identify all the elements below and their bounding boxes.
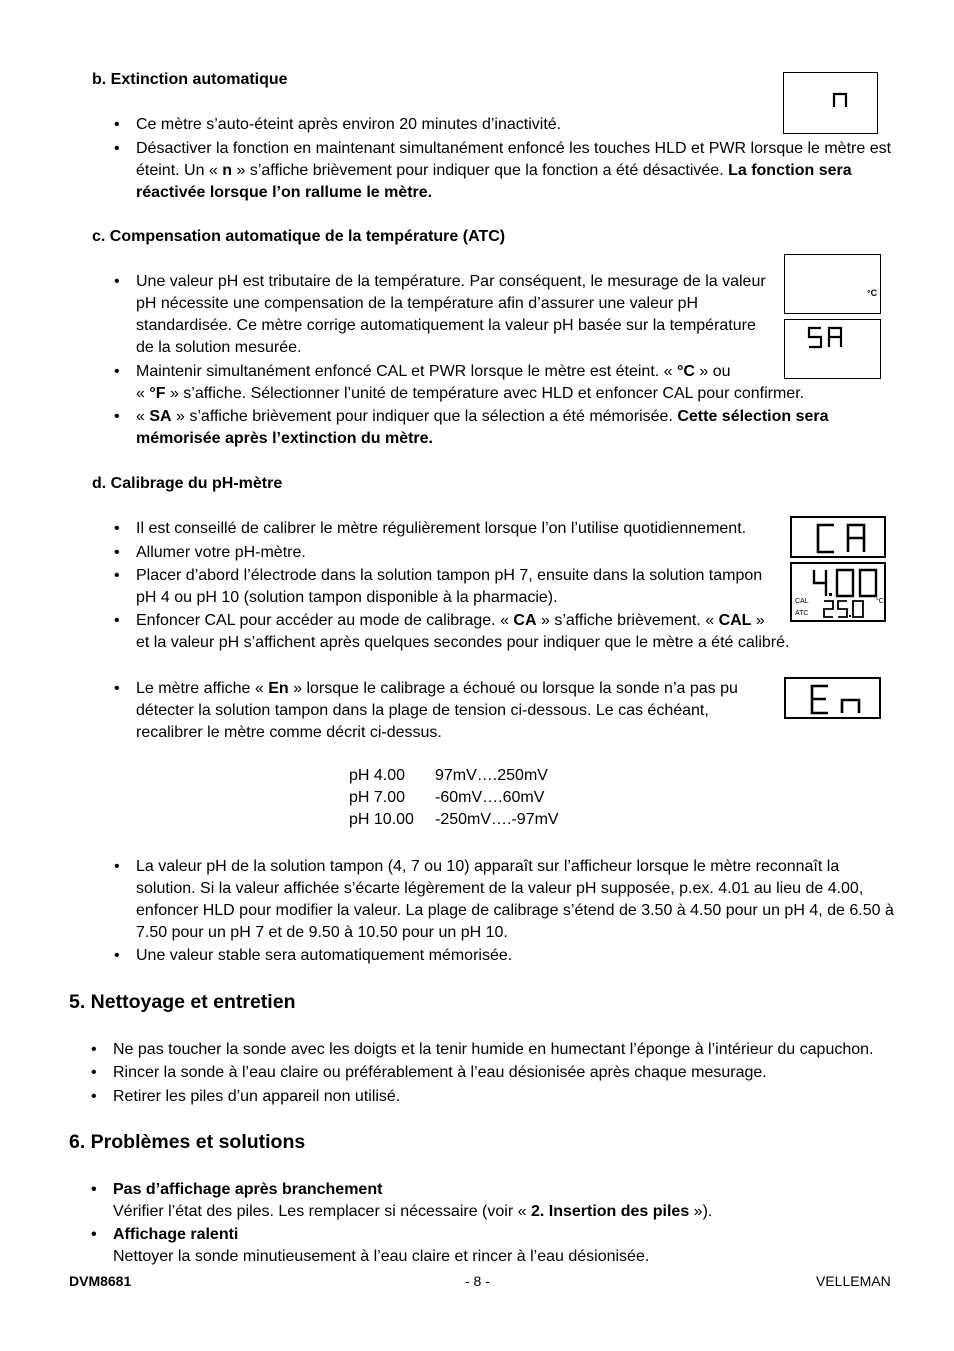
list-item: • Allumer votre pH-mètre. [114, 544, 306, 561]
list-item: • Enfoncer CAL pour accéder au mode de calibrage. « CA » s’affiche brièvement. « CAL » et la valeur pH s’affichent après quelques secondes pour indiquer que le mètre a été calibré. [114, 612, 790, 651]
lcd-display-ca [790, 516, 886, 558]
list-item: • Rincer la sonde à l’eau claire ou préférablement à l’eau désionisée après chaque mesurage. [91, 1064, 767, 1081]
list-item: • La valeur pH de la solution tampon (4, 7 ou 10) apparaît sur l’afficheur lorsque le mètre reconnaît la solution. Si la valeur affichée s’écarte légèrement de la valeur pH supposée, p.ex. 4.01 au lieu de 4.00, enfoncer HLD pour modifier la valeur. La plage de calibrage s’étend de 3.50 à 4.50 pour un pH 4, de 6.50 à 7.50 pour un pH 7 et de 9.50 à 10.50 pour un pH 10. [114, 858, 894, 941]
list-item: • Pas d’affichage après branchement Vérifier l’état des piles. Les remplacer si nécessaire (voir « 2. Insertion des piles »). [91, 1181, 713, 1220]
lcd-display-unit [784, 254, 881, 314]
lcd-display-calibration [790, 562, 886, 622]
lcd-ca-glyph [792, 518, 888, 560]
list-item: • Ne pas toucher la sonde avec les doigts et la tenir humide en humectant l’éponge à l’intérieur du capuchon. [91, 1041, 874, 1058]
list-item: • Maintenir simultanément enfoncé CAL et PWR lorsque le mètre est éteint. « °C » ou « °F » s’affiche. Sélectionner l’unité de température avec HLD et enfoncer CAL pour confirmer. [114, 363, 805, 402]
list-item: • Désactiver la fonction en maintenant simultanément enfoncé les touches HLD et PWR lorsque le mètre est éteint. Un « n » s’affiche brièvement pour indiquer que la fonction a été désactivée. La fonction sera réactivée lorsque l’on rallume le mètre. [114, 140, 892, 201]
list-item: • « SA » s’affiche brièvement pour indiquer que la sélection a été mémorisée. Cette sélection sera mémorisée après l’extinction du mètre. [114, 408, 829, 447]
section-c-title: c. Compensation automatique de la température (ATC) [92, 228, 506, 245]
lcd-unit-label: °C [876, 598, 884, 605]
list-item: • Une valeur stable sera automatiquement mémorisée. [114, 947, 513, 964]
footer-model: DVM8681 [69, 1273, 132, 1289]
lcd-cal-label: CAL [795, 598, 809, 605]
table-row: pH 10.00 -250mV….-97mV [349, 811, 559, 828]
section-5-heading: 5. Nettoyage et entretien [69, 991, 296, 1013]
section-d-title: d. Calibrage du pH-mètre [92, 475, 283, 492]
lcd-sa-glyph [785, 320, 882, 380]
list-item: • Le mètre affiche « En » lorsque le calibrage a échoué ou lorsque la sonde n’a pas pu détecter la solution tampon dans la plage de tension ci-dessous. Le cas échéant, recalibrer le mètre comme décrit ci-dessus. [114, 680, 738, 741]
table-row: pH 7.00 -60mV….60mV [349, 789, 545, 806]
footer-page-number: - 8 - [465, 1273, 490, 1289]
section-6-heading: 6. Problèmes et solutions [69, 1131, 306, 1153]
lcd-n-glyph [784, 73, 879, 135]
lcd-display-sa [784, 319, 881, 379]
section-b-title: b. Extinction automatique [92, 71, 288, 88]
list-item: • Retirer les piles d’un appareil non utilisé. [91, 1088, 401, 1105]
list-item: • Affichage ralenti Nettoyer la sonde minutieusement à l’eau claire et rincer à l’eau désionisée. [91, 1226, 650, 1265]
calibration-voltage-table [349, 765, 559, 831]
list-item: • Une valeur pH est tributaire de la température. Par conséquent, le mesurage de la valeur pH nécessite une compensation de la température afin d’assurer une valeur pH standardisée. Ce mètre corrige automatiquement la valeur pH basée sur la température de la solution mesurée. [114, 273, 766, 356]
lcd-atc-label: ATC [795, 610, 809, 617]
lcd-en-glyph [786, 679, 883, 721]
lcd-display-en [784, 677, 881, 719]
list-item: • Placer d’abord l’électrode dans la solution tampon pH 7, ensuite dans la solution tampon pH 4 ou pH 10 (solution tampon disponible à la pharmacie). [114, 567, 763, 606]
list-item: • Il est conseillé de calibrer le mètre régulièrement lorsque l’on l’utilise quotidiennement. [114, 520, 747, 537]
list-item: • Ce mètre s’auto-éteint après environ 20 minutes d’inactivité. [114, 116, 562, 133]
lcd-display-n [783, 72, 878, 134]
footer-brand: VELLEMAN [816, 1273, 891, 1289]
table-row: pH 4.00 97mV….250mV [349, 767, 548, 784]
lcd-unit-label: °C [867, 288, 878, 298]
